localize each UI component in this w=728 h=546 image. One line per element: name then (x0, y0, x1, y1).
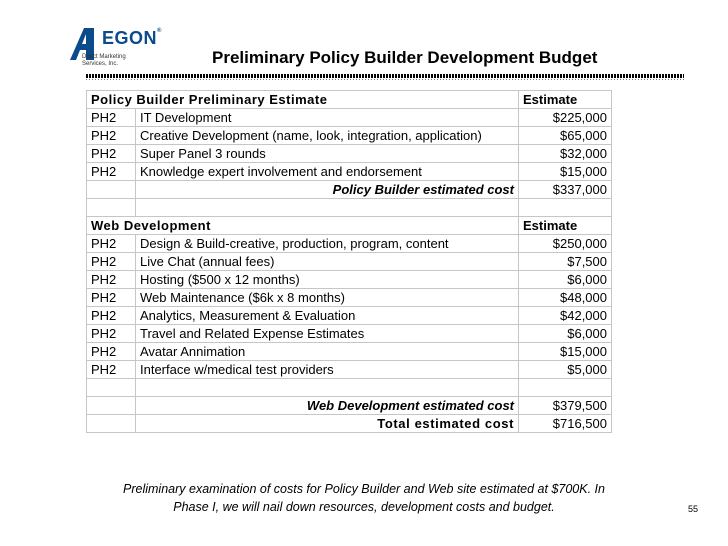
grand-total-row (87, 415, 612, 433)
phase-cell: PH2 (87, 325, 136, 343)
table-row (87, 361, 612, 379)
item-cell: Super Panel 3 rounds (136, 145, 519, 163)
empty-cell (87, 181, 136, 199)
table-row (87, 127, 612, 145)
cost-cell: $6,000 (519, 271, 612, 289)
page-number: 55 (688, 504, 699, 514)
phase-cell: PH2 (87, 307, 136, 325)
cost-cell: $65,000 (519, 127, 612, 145)
phase-cell: PH2 (87, 361, 136, 379)
section2-header-row (87, 217, 612, 235)
empty-cell (87, 379, 136, 397)
empty-cell (136, 199, 519, 217)
blank-row (87, 199, 612, 217)
grand-total-label: Total estimated cost (136, 415, 519, 433)
cost-cell: $5,000 (519, 361, 612, 379)
empty-cell (519, 199, 612, 217)
cost-cell: $32,000 (519, 145, 612, 163)
cost-cell: $15,000 (519, 163, 612, 181)
section1-header-row (87, 91, 612, 109)
section-header: Policy Builder Preliminary Estimate (87, 91, 519, 109)
table-row (87, 235, 612, 253)
logo-subtitle: Direct Marketing Services, Inc. (82, 54, 126, 67)
page-title: Preliminary Policy Builder Development Budget (212, 48, 598, 67)
table-row (87, 163, 612, 181)
empty-cell (87, 415, 136, 433)
item-cell: Analytics, Measurement & Evaluation (136, 307, 519, 325)
aegon-logo (58, 22, 168, 70)
phase-cell: PH2 (87, 343, 136, 361)
subtotal-row (87, 397, 612, 415)
table-row (87, 271, 612, 289)
grand-total-value: $716,500 (519, 415, 612, 433)
table-row (87, 325, 612, 343)
item-cell: Knowledge expert involvement and endorsement (136, 163, 519, 181)
estimate-header: Estimate (519, 217, 612, 235)
cost-cell: $42,000 (519, 307, 612, 325)
phase-cell: PH2 (87, 145, 136, 163)
item-cell: Interface w/medical test providers (136, 361, 519, 379)
estimate-header: Estimate (519, 91, 612, 109)
subtotal-value: $379,500 (519, 397, 612, 415)
table-row (87, 109, 612, 127)
item-cell: Live Chat (annual fees) (136, 253, 519, 271)
subtotal-row (87, 181, 612, 199)
phase-cell: PH2 (87, 235, 136, 253)
cost-cell: $15,000 (519, 343, 612, 361)
item-cell: Creative Development (name, look, integration, application) (136, 127, 519, 145)
item-cell: Travel and Related Expense Estimates (136, 325, 519, 343)
section-header: Web Development (87, 217, 519, 235)
empty-cell (87, 199, 136, 217)
table-row (87, 307, 612, 325)
item-cell: Design & Build-creative, production, program, content (136, 235, 519, 253)
phase-cell: PH2 (87, 271, 136, 289)
cost-cell: $48,000 (519, 289, 612, 307)
subtotal-value: $337,000 (519, 181, 612, 199)
title-rule-secondary (86, 79, 684, 80)
item-cell: Avatar Annimation (136, 343, 519, 361)
item-cell: IT Development (136, 109, 519, 127)
phase-cell: PH2 (87, 109, 136, 127)
cost-cell: $225,000 (519, 109, 612, 127)
footer-note: Preliminary examination of costs for Policy Builder and Web site estimated at $700K. In Phase I, we will nail down resources, development costs and budget. (123, 482, 605, 514)
table-row (87, 343, 612, 361)
cost-cell: $250,000 (519, 235, 612, 253)
item-cell: Web Maintenance ($6k x 8 months) (136, 289, 519, 307)
phase-cell: PH2 (87, 127, 136, 145)
logo-wordmark: EGON® (102, 28, 162, 48)
subtotal-label: Web Development estimated cost (136, 397, 519, 415)
subtotal-label: Policy Builder estimated cost (136, 181, 519, 199)
phase-cell: PH2 (87, 163, 136, 181)
empty-cell (87, 397, 136, 415)
cost-cell: $7,500 (519, 253, 612, 271)
phase-cell: PH2 (87, 253, 136, 271)
table-row (87, 289, 612, 307)
phase-cell: PH2 (87, 289, 136, 307)
empty-cell (519, 379, 612, 397)
table-row (87, 145, 612, 163)
cost-cell: $6,000 (519, 325, 612, 343)
table-row (87, 253, 612, 271)
budget-table (86, 90, 612, 433)
empty-cell (136, 379, 519, 397)
blank-row (87, 379, 612, 397)
title-rule (86, 74, 684, 78)
item-cell: Hosting ($500 x 12 months) (136, 271, 519, 289)
